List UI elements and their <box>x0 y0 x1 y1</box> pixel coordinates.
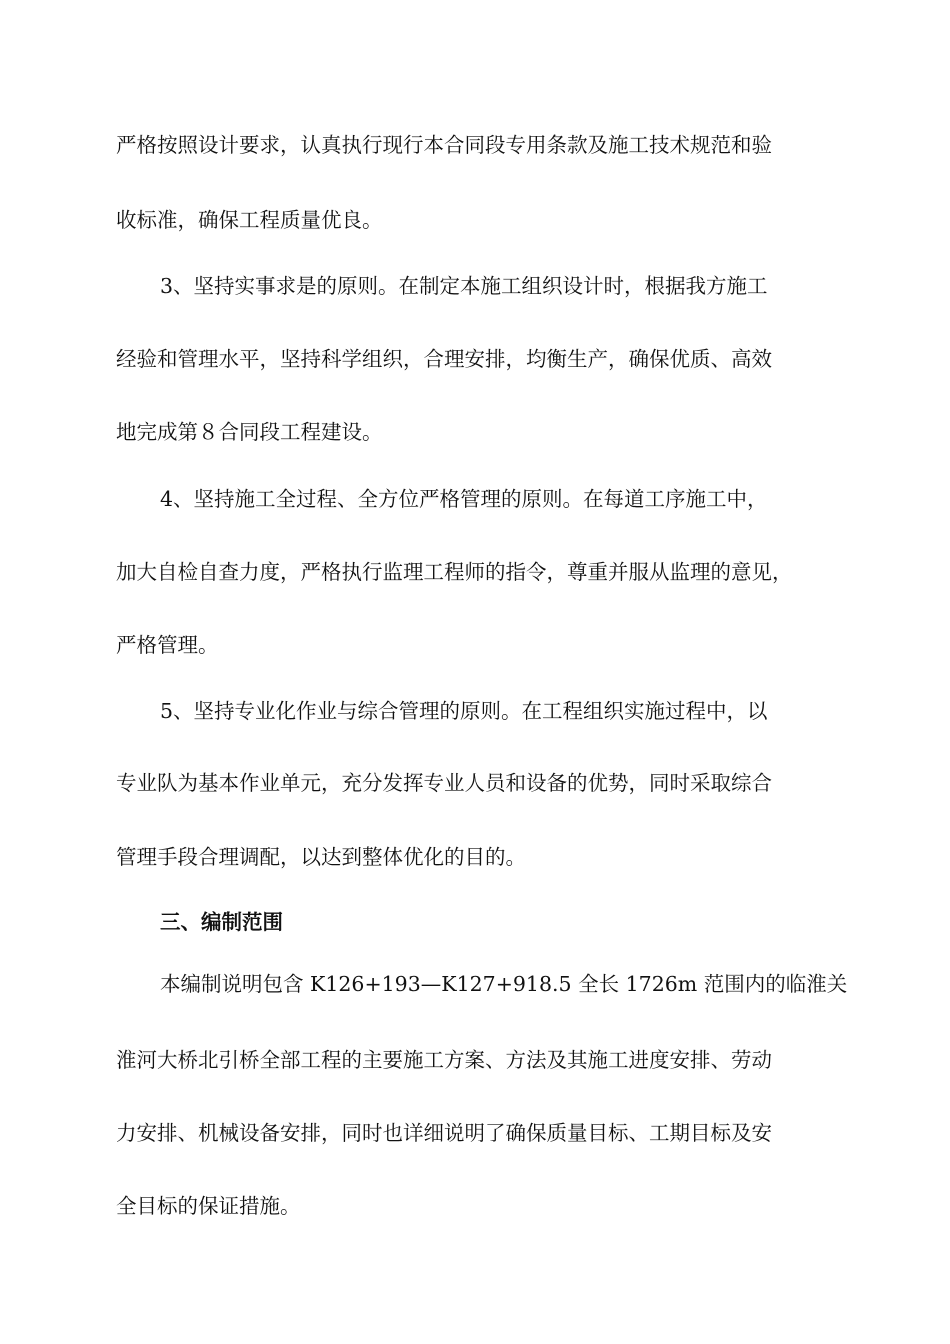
paragraph-line: 力安排、机械设备安排，同时也详细说明了确保质量目标、工期目标及安 <box>116 1121 772 1145</box>
paragraph-line: 严格管理。 <box>116 633 219 657</box>
paragraph-line: 淮河大桥北引桥全部工程的主要施工方案、方法及其施工进度安排、劳动 <box>116 1048 772 1072</box>
paragraph-line: 全目标的保证措施。 <box>116 1194 301 1218</box>
paragraph-line: 加大自检自查力度，严格执行监理工程师的指令，尊重并服从监理的意见， <box>116 560 793 584</box>
section-heading: 三、编制范围 <box>160 910 283 934</box>
paragraph-line: 3、坚持实事求是的原则。在制定本施工组织设计时，根据我方施工 <box>160 274 768 298</box>
paragraph-line: 本编制说明包含 K126+193—K127+918.5 全长 1726m 范围内的临淮关 <box>160 972 848 996</box>
paragraph-line: 专业队为基本作业单元，充分发挥专业人员和设备的优势，同时采取综合 <box>116 771 772 795</box>
paragraph-line: 5、坚持专业化作业与综合管理的原则。在工程组织实施过程中，以 <box>160 699 768 723</box>
paragraph-line: 地完成第８合同段工程建设。 <box>116 420 383 444</box>
paragraph-line: 严格按照设计要求，认真执行现行本合同段专用条款及施工技术规范和验 <box>116 133 772 157</box>
paragraph-line: 收标准，确保工程质量优良。 <box>116 208 383 232</box>
paragraph-line: 经验和管理水平，坚持科学组织，合理安排，均衡生产，确保优质、高效 <box>116 347 772 371</box>
paragraph-line: 4、坚持施工全过程、全方位严格管理的原则。在每道工序施工中， <box>160 487 768 511</box>
paragraph-line: 管理手段合理调配，以达到整体优化的目的。 <box>116 845 526 869</box>
